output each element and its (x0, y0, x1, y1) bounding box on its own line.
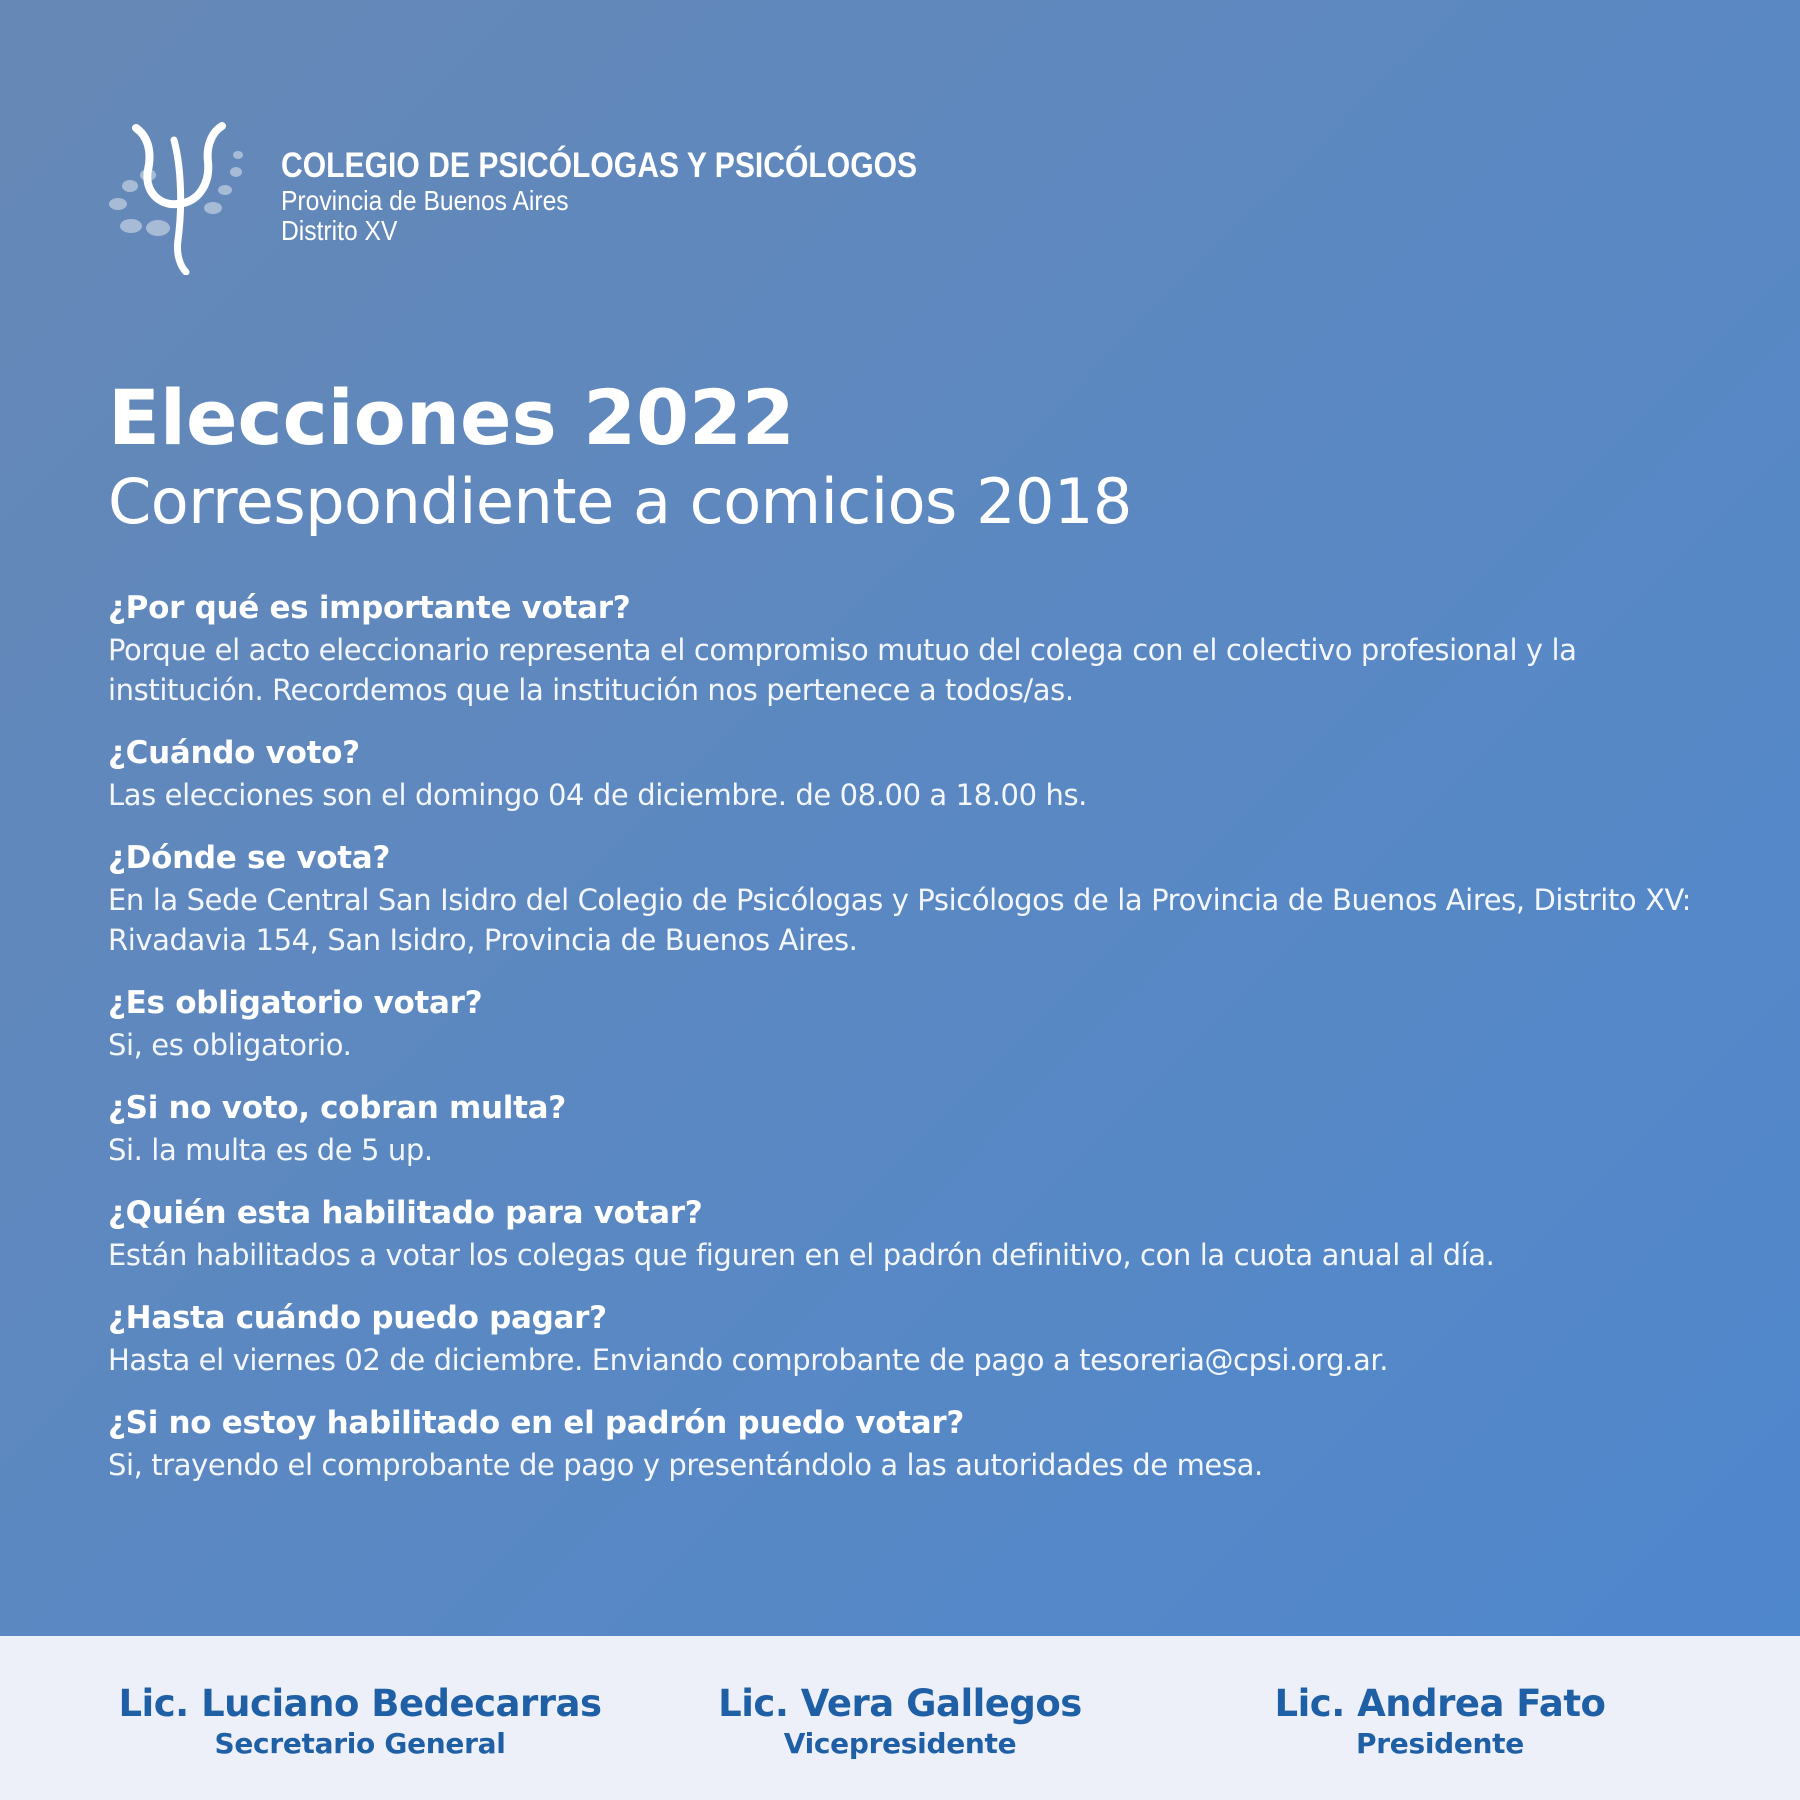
faq-answer: Si, trayendo el comprobante de pago y presentándolo a las autoridades de mesa. (108, 1448, 1263, 1482)
org-block (281, 146, 1001, 246)
signature-name: Lic. Vera Gallegos (718, 1682, 1082, 1725)
psi-logo-icon (108, 120, 258, 275)
signature-president (1160, 1682, 1720, 1762)
faq-answer: Las elecciones son el domingo 04 de diciembre. de 08.00 a 18.00 hs. (108, 778, 1087, 812)
page-subtitle: Correspondiente a comicios 2018 (108, 465, 1132, 538)
faq-list (108, 586, 1708, 1506)
signature-role: Vicepresidente (783, 1727, 1017, 1760)
signature-name: Lic. Luciano Bedecarras (118, 1682, 602, 1725)
faq-question: ¿Cuándo voto? (108, 735, 360, 771)
header (108, 120, 1008, 280)
faq-item (108, 1191, 1708, 1275)
faq-item (108, 731, 1708, 815)
faq-question: ¿Es obligatorio votar? (108, 985, 483, 1021)
faq-question: ¿Dónde se vota? (108, 840, 391, 876)
org-name: COLEGIO DE PSICÓLOGAS Y PSICÓLOGOS (281, 146, 918, 185)
faq-answer: Hasta el viernes 02 de diciembre. Enviando comprobante de pago a tesoreria@cpsi.org.ar. (108, 1343, 1389, 1377)
faq-answer: Están habilitados a votar los colegas que figuren en el padrón definitivo, con la cuota anual al día. (108, 1238, 1495, 1272)
signature-role: Presidente (1356, 1727, 1524, 1760)
signature-role: Secretario General (214, 1727, 506, 1760)
faq-item (108, 586, 1708, 710)
signature-secretary (80, 1682, 640, 1762)
org-district: Distrito XV (281, 215, 398, 246)
faq-question: ¿Quién esta habilitado para votar? (108, 1195, 703, 1231)
faq-answer: Porque el acto eleccionario representa el compromiso mutuo del colega con el colectivo profesional y la institución. Recordemos que la institución nos pertenece a todos/as. (108, 633, 1577, 707)
faq-question: ¿Si no voto, cobran multa? (108, 1090, 566, 1126)
faq-item (108, 1086, 1708, 1170)
org-province: Provincia de Buenos Aires (281, 185, 569, 216)
faq-question: ¿Si no estoy habilitado en el padrón puedo votar? (108, 1405, 965, 1441)
title-block (108, 372, 1708, 540)
faq-answer: Si. la multa es de 5 up. (108, 1133, 433, 1167)
signature-name: Lic. Andrea Fato (1274, 1682, 1606, 1725)
faq-answer: En la Sede Central San Isidro del Colegio de Psicólogas y Psicólogos de la Provincia de Buenos Aires, Distrito XV: Rivadavia 154, San Isidro, Provincia de Buenos Aires. (108, 883, 1691, 957)
faq-answer: Si, es obligatorio. (108, 1028, 352, 1062)
faq-question: ¿Hasta cuándo puedo pagar? (108, 1300, 607, 1336)
faq-item (108, 1296, 1708, 1380)
signature-vicepresident (620, 1682, 1180, 1762)
faq-item (108, 981, 1708, 1065)
signature-footer (0, 1636, 1800, 1800)
faq-item (108, 1401, 1708, 1485)
faq-question: ¿Por qué es importante votar? (108, 590, 631, 626)
faq-item (108, 836, 1708, 960)
page-title: Elecciones 2022 (108, 373, 795, 462)
